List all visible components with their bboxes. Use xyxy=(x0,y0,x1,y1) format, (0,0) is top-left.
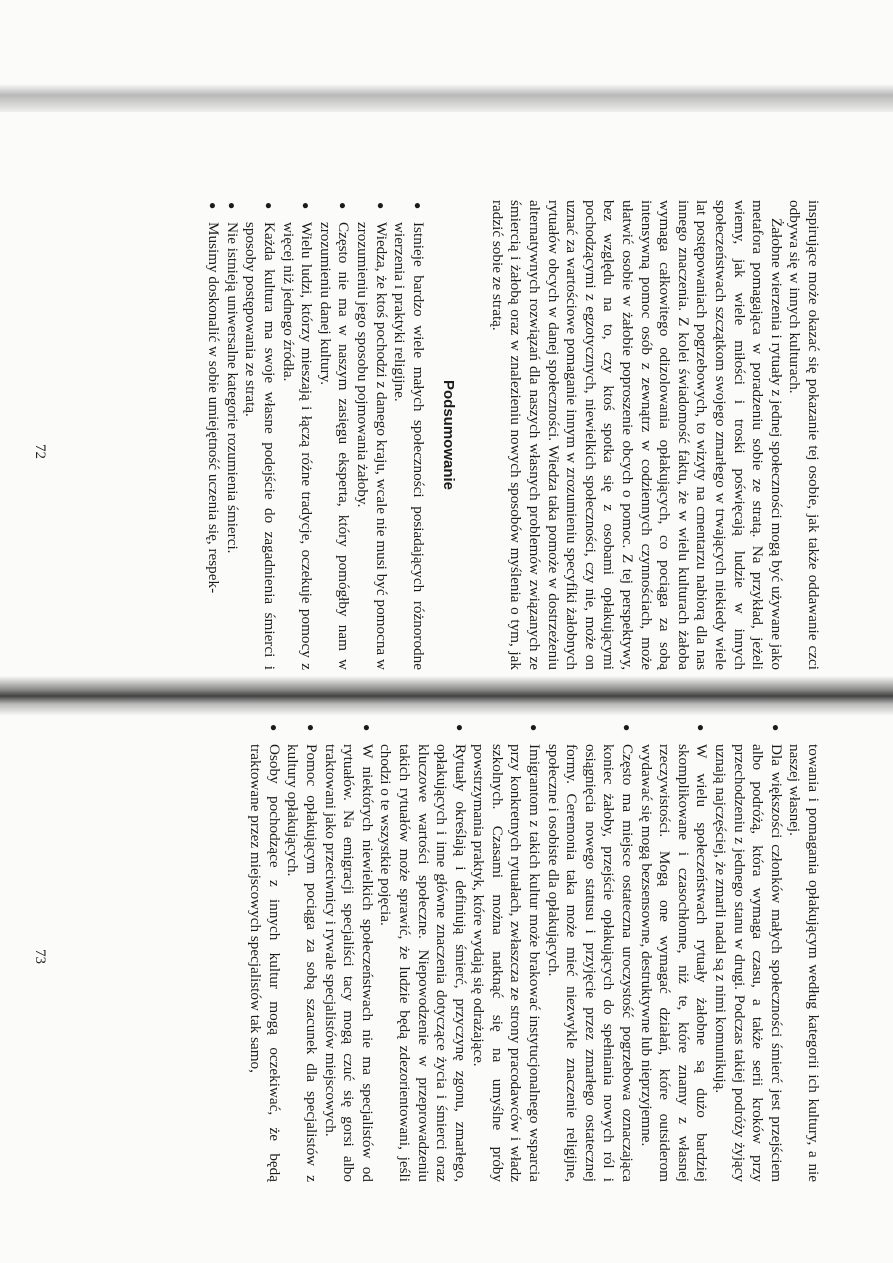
list-item: ● Osoby pochodzące z innych kultur mogą oczekiwać, że będą traktowane przez miejscowych specjalistów tak samo, xyxy=(246,722,283,1182)
summary-list xyxy=(246,722,785,1182)
list-item: ● Dla większości członków małych społeczności śmierć jest przejściem albo podróżą, która wymaga czasu, a także serii kroków przy przechodzeniu z jednego stanu w drugi. Podczas takiej podróży żyjący uznają najczęściej, że zmarli nadal są z nimi komunikują. xyxy=(710,722,784,1182)
paragraph: towania i pomagania opłakującym według kategorii ich kultury, a nie naszej własnej. xyxy=(786,744,822,1182)
list-item: ● Wiedza, że ktoś pochodzi z danego kraju, wcale nie musi być pomocna w zrozumieniu jego sposobu pojmowania żałoby. xyxy=(352,200,389,670)
paragraph: Żałobne wierzenia i rytuały z jednej społeczności mogą być używane jako metafora pomagająca w poradzeniu sobie ze stratą. Na przykład, jeżeli wiemy, jak wiele miłości i troski poświęcają ludzie w innych społeczeństwach szczątkom swojego zmarłego w trwających niekiedy wiele lat postępowaniach pogrzebowych, to wizyty na cmentarzu nabiorą dla nas innego znaczenia. Z kolei świadomość faktu, że w wielu kulturach żałoba wymaga całkowitego odizolowania opłakujących, co pociąga za sobą intensywną pomoc osób z zewnątrz w codziennych czynnościach, może ułatwić osobie w żałobie poproszenie obcych o pomoc. Z tej perspektywy, bez względu na to, czy ktoś spotka się z osobami opłakującymi pochodzącymi z egzotycznych, niewielkich społeczności, czy nie, może on uznać za wartościowe pomaganie innym w zrozumieniu specyfiki żałobnych rytuałów obcych w danej społeczności. Wiedza taka pomoże w dostrzeżeniu alternatywnych rozwiązań dla naszych własnych problemów związanych ze śmiercią i żałobą oraz w znalezieniu nowych sposobów myślenia o tym, jak radzić sobie ze stratą. xyxy=(488,200,785,670)
list-item: ● Musimy doskonalić w sobie umiejętność uczenia się, respek- xyxy=(204,200,223,670)
list-item: ● Nie istnieją uniwersalne kategorie rozumienia śmierci. xyxy=(222,200,241,670)
list-item: ● W niektórych niewielkich społeczeństwach nie ma specjalistów od rytuałów. Na emigracji specjaliści tacy mogą czuć się gorsi albo traktowani jako przeciwnicy i rywale specjalistów miejscowych. xyxy=(320,722,376,1182)
book-gutter-fold xyxy=(0,676,893,716)
list-item: ● Często ma miejsce ostateczna uroczystość pogrzebowa oznaczająca koniec żałoby, przejście opłakujących do spełniania nowych ról i osiągnięcia nowego statusu i przyjęcie przez zmarłego ostatecznej formy. Ceremonia taka może mieć niezwykle znaczenie religijne, społeczne i osobiste dla opłakujących. xyxy=(543,722,636,1182)
page-number: 73 xyxy=(32,949,48,964)
list-item: ● Wielu ludzi, którzy mieszają i łączą różne tradycje, oczekuje pomocy z więcej niż jednego źródła. xyxy=(278,200,315,670)
page-72-text xyxy=(204,200,822,670)
scan-edge-shadow xyxy=(0,84,893,112)
list-item: ● Rytuały określają i definiują śmierć, przyczynę zgonu, zmarłego, opłakujących i inne główne znaczenia dotyczące życia i śmierci oraz kluczowe wartości społeczne. Niepowodzenie w przeprowadzeniu takich rytuałów może sprawić, że ludzie będą zdezorientowani, jeśli chodzi o te wszystkie pojęcia. xyxy=(376,722,469,1182)
list-item: ● W wielu społeczeństwach rytuały żałobne są dużo bardziej skomplikowane i czasochłonne, niż te, które znamy z własnej rzeczywistości. Mogą one wymagać działań, które outsiderom wydawać się mogą bezsensowne, destruktywne lub nieprzyjemne. xyxy=(636,722,710,1182)
page-number: 72 xyxy=(32,444,48,459)
paragraph: inspirujące może okazać się pokazanie tej osobie, jak także oddawanie czci odbywa się w innych kulturach. xyxy=(786,200,822,670)
list-item: ● Pomoc opłakującym pociąga za sobą szacunek dla specjalistów z kultury opłakujących. xyxy=(283,722,320,1182)
list-item: ● Imigrantom z takich kultur może brakować instytucjonalnego wsparcia przy konkretnych rytuałach, zwłaszcza ze strony pracodawców i władz szkolnych. Czasami można natknąć się na umyślne próby powstrzymania praktyk, które wydają się odrażające. xyxy=(469,722,543,1182)
page-72 xyxy=(204,200,822,670)
page-73-text xyxy=(246,722,822,1182)
summary-list xyxy=(204,200,427,670)
list-item: ● Każda kultura ma swoje własne podejście do zagadnienia śmierci i sposoby postępowania ze stratą. xyxy=(241,200,278,670)
list-item: ● Często nie ma w naszym zasięgu eksperta, który pomógłby nam w zrozumieniu danej kultury. xyxy=(315,200,352,670)
list-item: ● Istnieje bardzo wiele małych społeczności posiadających różnorodne wierzenia i praktyki religijne. xyxy=(390,200,427,670)
page-73 xyxy=(246,722,822,1182)
section-heading: Podsumowanie xyxy=(440,379,458,491)
